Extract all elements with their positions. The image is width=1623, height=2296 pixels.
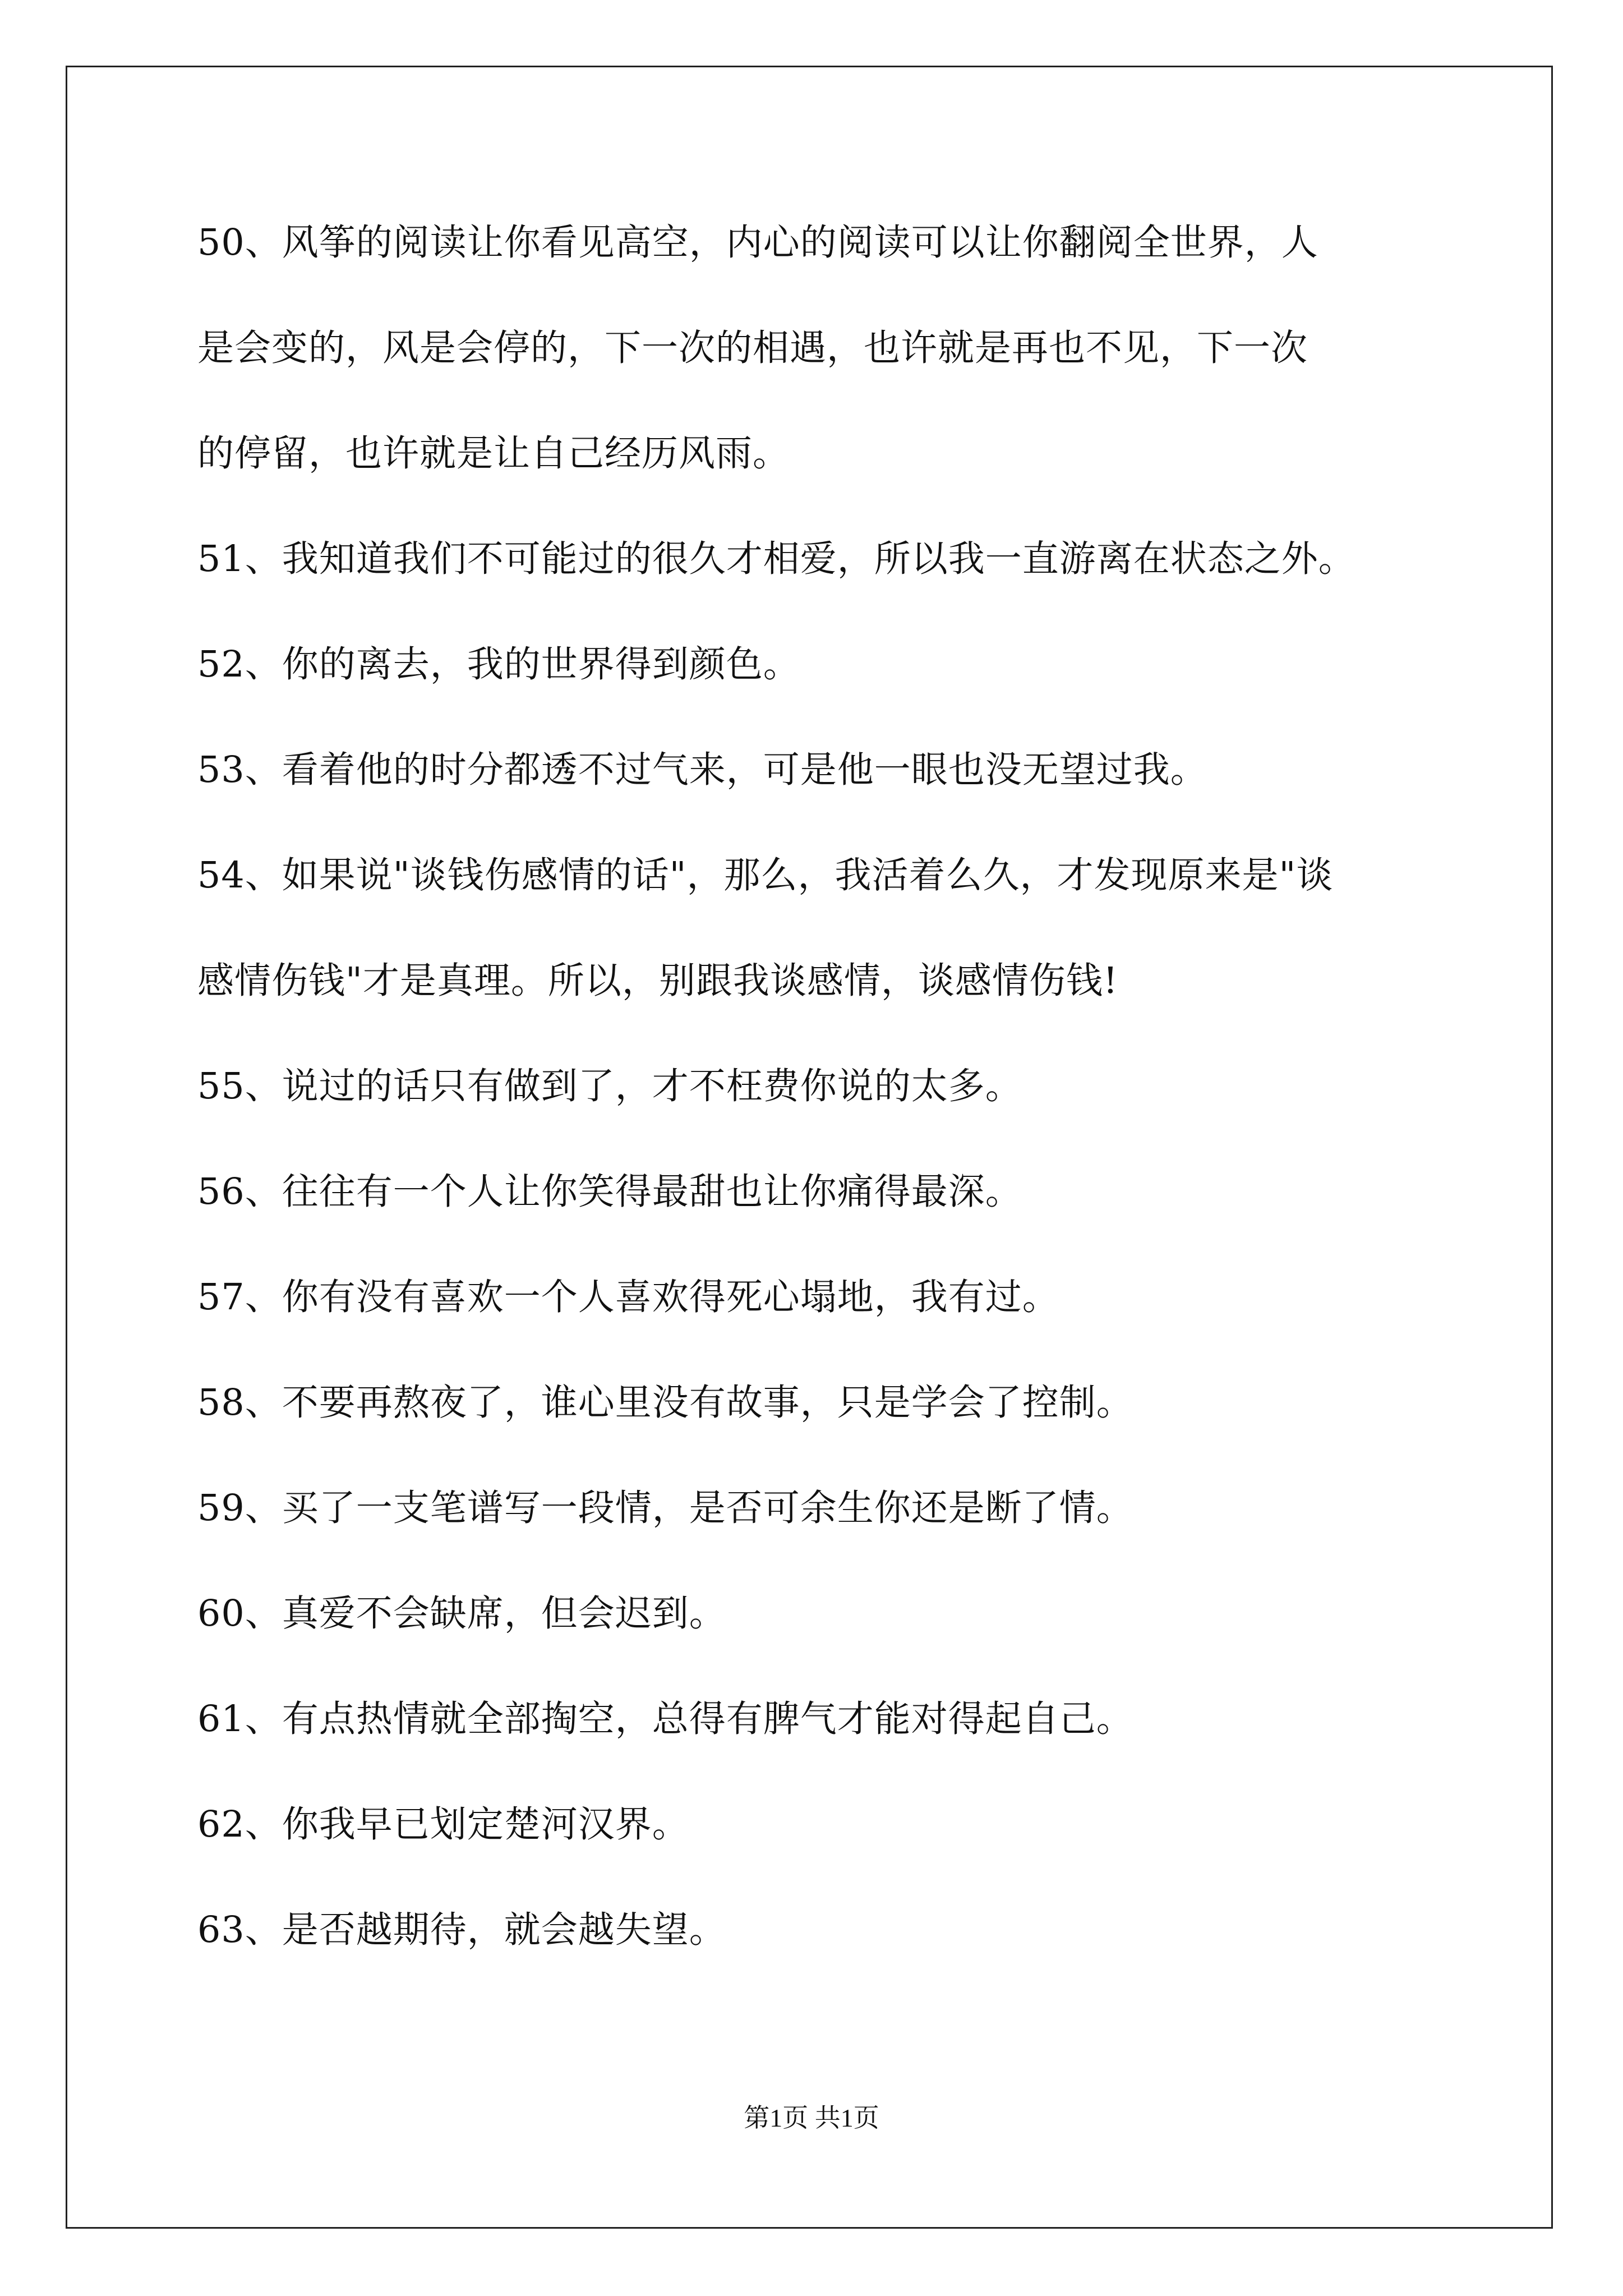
document-body (197, 222, 1487, 2014)
text-line: 63、是否越期待，就会越失望。 (197, 1909, 726, 1951)
text-line: 58、不要再熬夜了，谁心里没有故事，只是学会了控制。 (197, 1382, 1133, 1424)
text-line: 57、你有没有喜欢一个人喜欢得死心塌地，我有过。 (197, 1276, 1059, 1318)
text-line: 53、看着他的时分都透不过气来，可是他一眼也没无望过我。 (197, 749, 1207, 791)
text-line: 51、我知道我们不可能过的很久才相爱，所以我一直游离在状态之外。 (197, 538, 1355, 580)
text-line: 的停留，也许就是让自己经历风雨。 (197, 432, 790, 475)
page-footer: 第1页 共1页 (744, 2104, 879, 2132)
text-line: 是会变的，风是会停的，下一次的相遇，也许就是再也不见，下一次 (197, 327, 1308, 369)
text-line: 62、你我早已划定楚河汉界。 (197, 1803, 689, 1846)
text-line: 59、买了一支笔谱写一段情，是否可余生你还是断了情。 (197, 1487, 1133, 1529)
text-line: 52、你的离去，我的世界得到颜色。 (197, 643, 800, 685)
text-line: 56、往往有一个人让你笑得最甜也让你痛得最深。 (197, 1171, 1022, 1213)
text-line: 55、说过的话只有做到了，才不枉费你说的太多。 (197, 1065, 1022, 1107)
text-line: 感情伤钱"才是真理。所以，别跟我谈感情，谈感情伤钱! (197, 960, 1119, 1002)
text-line: 54、如果说"谈钱伤感情的话"，那么，我活着么久，才发现原来是"谈 (197, 854, 1334, 896)
text-line: 50、风筝的阅读让你看见高空，内心的阅读可以让你翻阅全世界，人 (197, 222, 1318, 264)
text-line: 61、有点热情就全部掏空，总得有脾气才能对得起自己。 (197, 1698, 1133, 1740)
text-line: 60、真爱不会缺席，但会迟到。 (197, 1593, 726, 1635)
